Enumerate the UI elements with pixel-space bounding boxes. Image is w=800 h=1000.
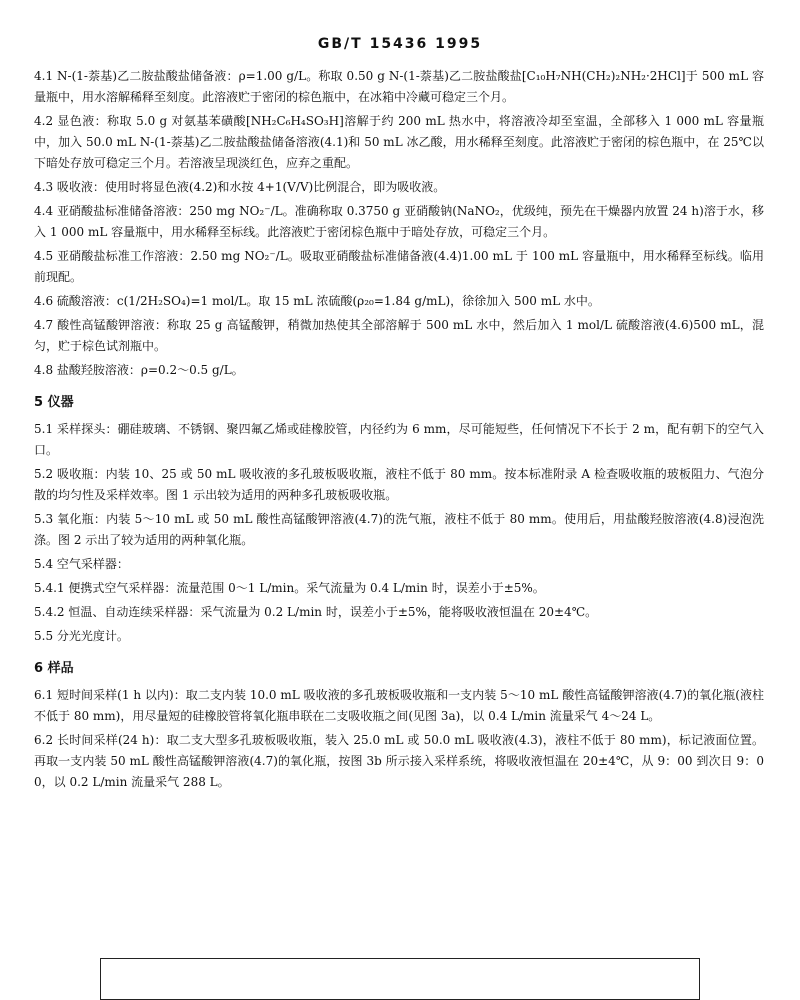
clause-4-5: 4.5 亚硝酸盐标准工作溶液：2.50 mg NO₂⁻/L。吸取亚硝酸盐标准储备液(4.4)1.00 mL 于 100 mL 容量瓶中，用水稀释至标线。临用前现配。 (34, 249, 764, 284)
section-6-title: 6 样品 (34, 661, 74, 676)
clause-5-4-2: 5.4.2 恒温、自动连续采样器：采气流量为 0.2 L/min 时，误差小于±5%，能将吸收液恒温在 20±4℃。 (34, 605, 598, 619)
clause-4-3: 4.3 吸收液：使用时将显色液(4.2)和水按 4+1(V/V)比例混合，即为吸收液。 (34, 180, 446, 194)
clause-5-5: 5.5 分光光度计。 (34, 629, 129, 643)
clause-4-4: 4.4 亚硝酸盐标准储备溶液：250 mg NO₂⁻/L。准确称取 0.3750 g 亚硝酸钠(NaNO₂，优级纯，预先在干燥器内放置 24 h)溶于水，移入 1 000 mL 容量瓶中，用水稀释至标线。此溶液贮于密闭棕色瓶中于暗处存放，可稳定三个月。 (34, 204, 764, 239)
clause-5-2: 5.2 吸收瓶：内装 10、25 或 50 mL 吸收液的多孔玻板吸收瓶，液柱不低于 80 mm。按本标准附录 A 检查吸收瓶的玻板阻力、气泡分散的均匀性及采样效率。图 1 示出较为适用的两种多孔玻板吸收瓶。 (34, 467, 764, 502)
clause-6-2: 6.2 长时间采样(24 h)：取二支大型多孔玻板吸收瓶，装入 25.0 mL 或 50.0 mL 吸收液(4.3)，液柱不低于 80 mm)，标记液面位置。再取一支内装 50 mL 酸性高锰酸钾溶液(4.7)的氧化瓶，按图 3b 所示接入采样系统，将吸收液恒温在 20±4℃，从 9：00 到次日 9：00，以 0.2 L/min 流量采气 288 L。 (34, 733, 764, 789)
clause-4-7: 4.7 酸性高锰酸钾溶液：称取 25 g 高锰酸钾，稍微加热使其全部溶解于 500 mL 水中，然后加入 1 mol/L 硫酸溶液(4.6)500 mL，混匀，贮于棕色试剂瓶中。 (34, 318, 764, 353)
figure-frame-edge (100, 958, 700, 1000)
clause-4-1: 4.1 N-(1-萘基)乙二胺盐酸盐储备液：ρ=1.00 g/L。称取 0.50 g N-(1-萘基)乙二胺盐酸盐[C₁₀H₇NH(CH₂)₂NH₂·2HCl]于 500 mL 容量瓶中，用水溶解稀释至刻度。此溶液贮于密闭的棕色瓶中，在冰箱中冷藏可稳定三个月。 (34, 69, 764, 104)
section-5-title: 5 仪器 (34, 395, 74, 410)
clause-5-4-1: 5.4.1 便携式空气采样器：流量范围 0～1 L/min。采气流量为 0.4 L/min 时，误差小于±5%。 (34, 581, 545, 595)
clause-4-8: 4.8 盐酸羟胺溶液：ρ=0.2～0.5 g/L。 (34, 363, 244, 377)
clause-4-2: 4.2 显色液：称取 5.0 g 对氨基苯磺酸[NH₂C₆H₄SO₃H]溶解于约 200 mL 热水中，将溶液冷却至室温，全部移入 1 000 mL 容量瓶中，加入 50.0 mL N-(1-萘基)乙二胺盐酸盐储备溶液(4.1)和 50 mL 冰乙酸，用水稀释至刻度。此溶液贮于密闭的棕色瓶中，在 25℃以下暗处存放可稳定三个月。若溶液呈现淡红色，应弃之重配。 (34, 114, 764, 170)
clause-4-6: 4.6 硫酸溶液：c(1/2H₂SO₄)=1 mol/L。取 15 mL 浓硫酸(ρ₂₀=1.84 g/mL)，徐徐加入 500 mL 水中。 (34, 294, 600, 308)
clause-5-3: 5.3 氧化瓶：内装 5～10 mL 或 50 mL 酸性高锰酸钾溶液(4.7)的洗气瓶，液柱不低于 80 mm。使用后，用盐酸羟胺溶液(4.8)浸泡洗涤。图 2 示出了较为适用的两种氧化瓶。 (34, 512, 764, 547)
clause-6-1: 6.1 短时间采样(1 h 以内)：取二支内装 10.0 mL 吸收液的多孔玻板吸收瓶和一支内装 5～10 mL 酸性高锰酸钾溶液(4.7)的氧化瓶(液柱不低于 80 mm)，用尽量短的硅橡胶管将氧化瓶串联在二支吸收瓶之间(见图 3a)，以 0.4 L/min 流量采气 4～24 L。 (34, 688, 764, 723)
clause-5-1: 5.1 采样探头：硼硅玻璃、不锈钢、聚四氟乙烯或硅橡胶管，内径约为 6 mm，尽可能短些，任何情况下不长于 2 m，配有朝下的空气入口。 (34, 422, 764, 457)
document-body (34, 66, 764, 793)
clause-5-4: 5.4 空气采样器： (34, 557, 129, 571)
standard-header: GB/T 15436 1995 (317, 36, 483, 52)
